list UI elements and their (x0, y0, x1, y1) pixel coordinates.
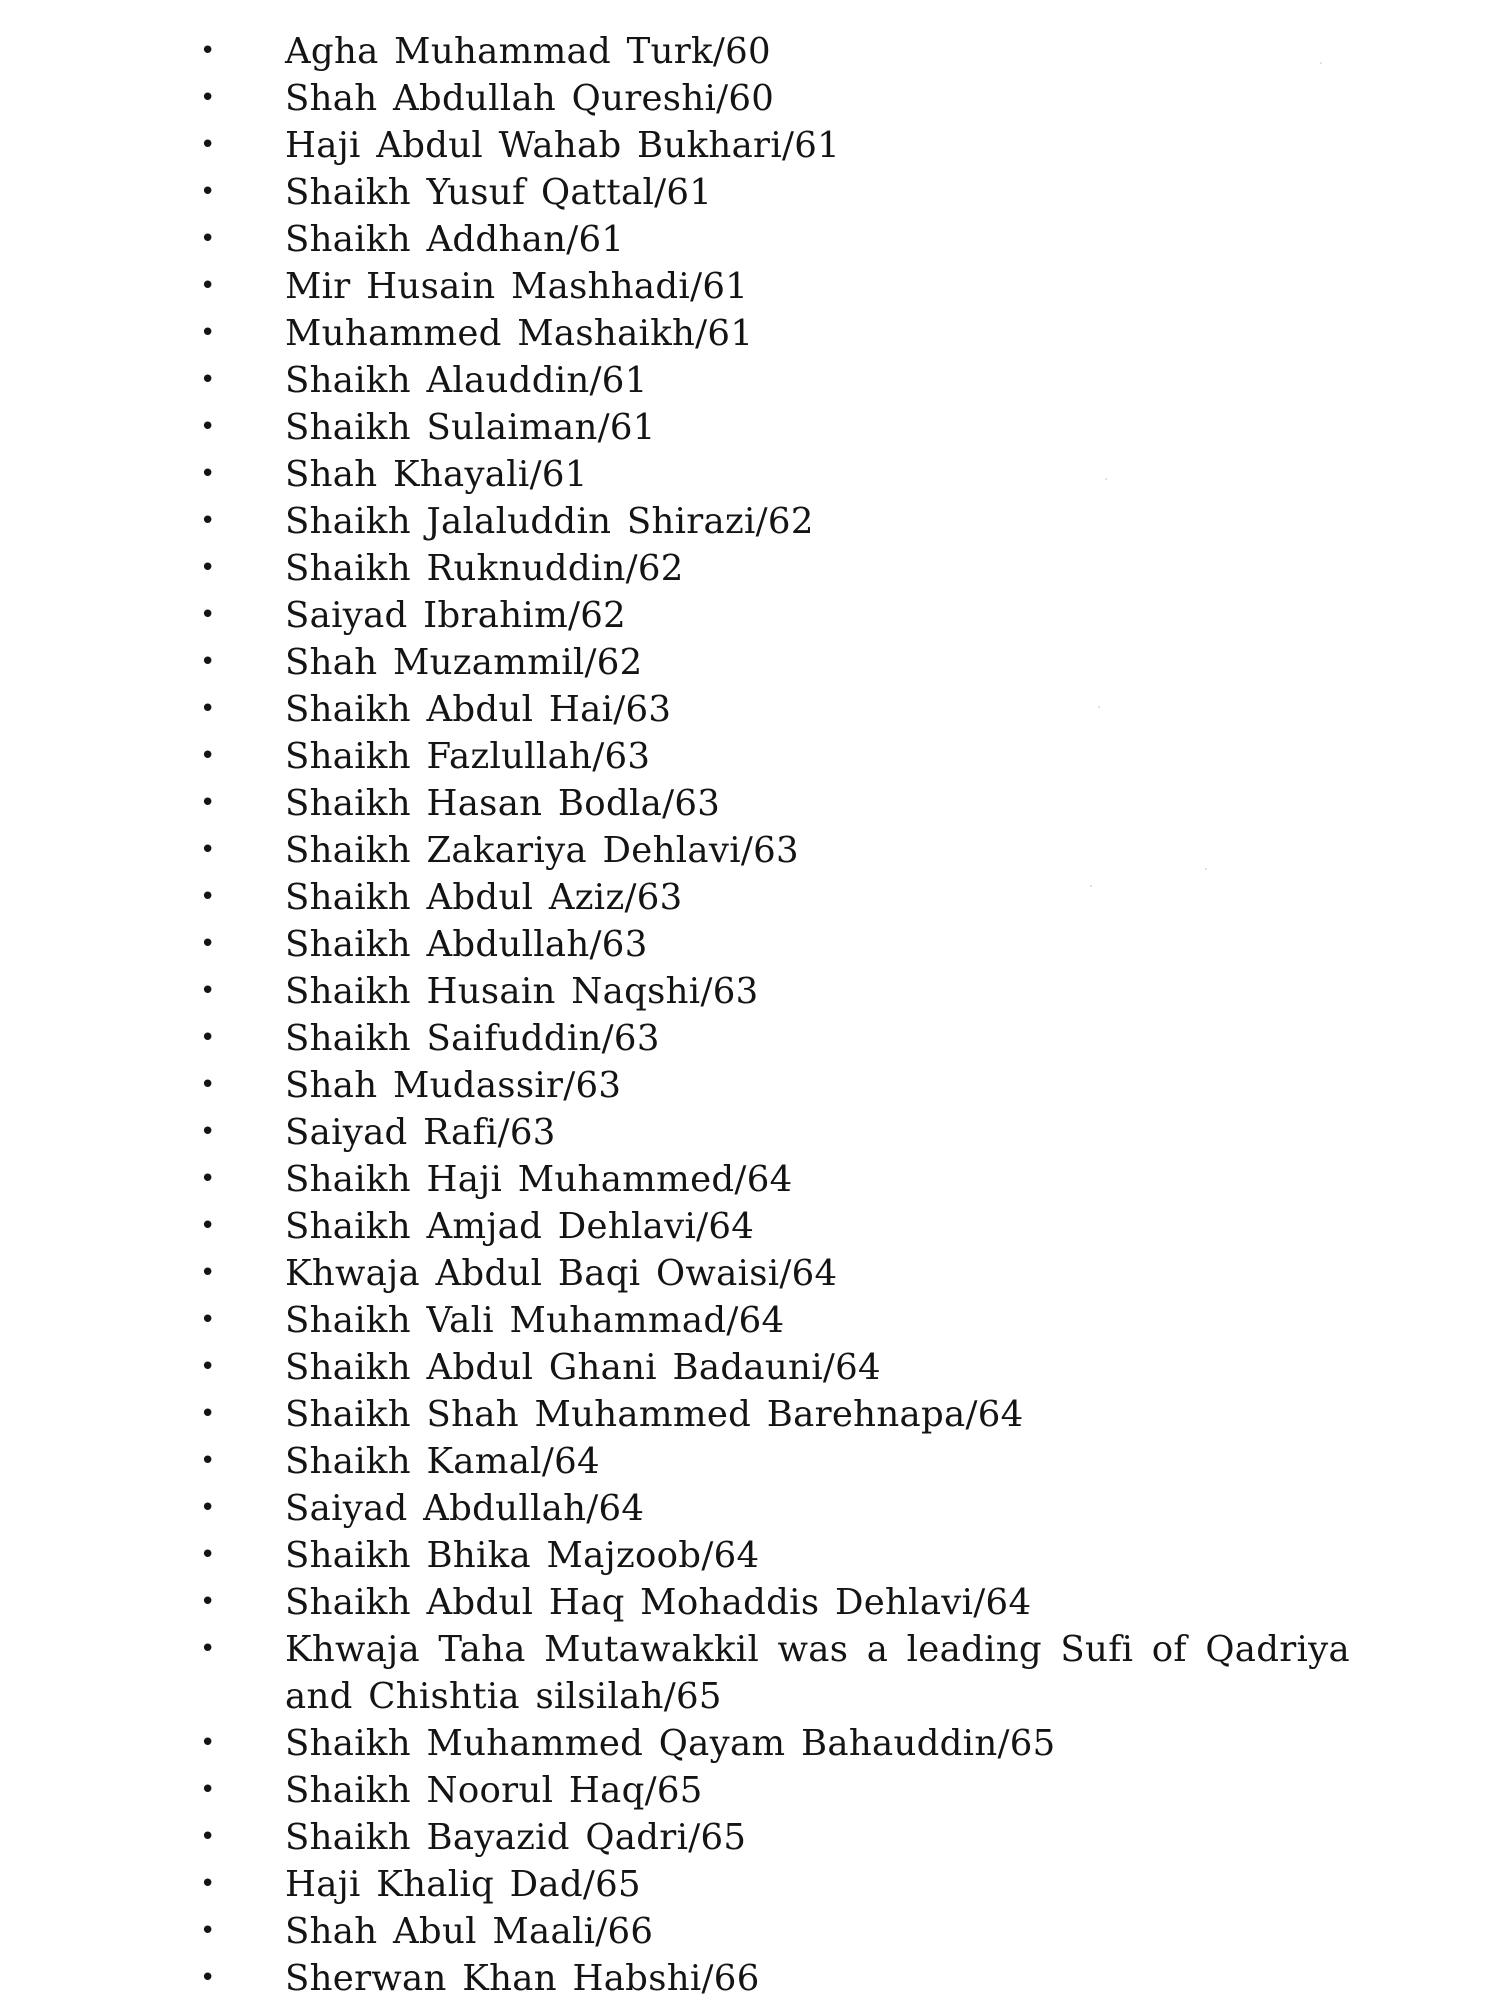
bullet-icon: • (200, 553, 216, 583)
list-item-text: Shah Abul Maali/66 (285, 1911, 654, 1952)
list-item-text: Shaikh Saifuddin/63 (285, 1018, 660, 1059)
bullet-icon: • (200, 1352, 216, 1382)
bullet-icon: • (200, 412, 216, 442)
list-item-text: Shaikh Yusuf Qattal/61 (285, 172, 713, 213)
list-item-text: Shaikh Vali Muhammad/64 (285, 1300, 785, 1341)
list-item (200, 639, 1360, 686)
list-item (200, 1015, 1360, 1062)
list-item-text: Shaikh Haji Muhammed/64 (285, 1159, 793, 1200)
list-item (200, 1250, 1360, 1297)
list-item (200, 1532, 1360, 1579)
bullet-icon: • (200, 506, 216, 536)
list-item-text: Shaikh Alauddin/61 (285, 360, 648, 401)
bullet-icon: • (200, 224, 216, 254)
list-item-text: Agha Muhammad Turk/60 (285, 31, 771, 72)
bullet-icon: • (200, 929, 216, 959)
list-item-text: Shah Mudassir/63 (285, 1065, 622, 1106)
list-item (200, 592, 1360, 639)
bullet-icon: • (200, 1211, 216, 1241)
list-item (200, 1485, 1360, 1532)
list-item (200, 1955, 1360, 2002)
list-item (200, 874, 1360, 921)
list-item-text: Mir Husain Mashhadi/61 (285, 266, 749, 307)
bullet-icon: • (200, 694, 216, 724)
list-item-text: Shaikh Muhammed Qayam Bahauddin/65 (285, 1723, 1056, 1764)
list-item (200, 1767, 1360, 1814)
bullet-icon: • (200, 365, 216, 395)
bullet-icon: • (200, 835, 216, 865)
bullet-icon: • (200, 1963, 216, 1993)
list-item (200, 827, 1360, 874)
list-item (200, 122, 1360, 169)
list-item (200, 545, 1360, 592)
list-item (200, 686, 1360, 733)
list-item-text: Saiyad Ibrahim/62 (285, 595, 627, 636)
bullet-icon: • (200, 1587, 216, 1617)
list-item (200, 1438, 1360, 1485)
list-item-text: Shaikh Addhan/61 (285, 219, 625, 260)
list-item-text: Shaikh Hasan Bodla/63 (285, 783, 721, 824)
bullet-icon: • (200, 1258, 216, 1288)
bullet-icon: • (200, 882, 216, 912)
list-item (200, 921, 1360, 968)
list-item (200, 357, 1360, 404)
bullet-icon: • (200, 1822, 216, 1852)
list-item-text: Khwaja Abdul Baqi Owaisi/64 (285, 1253, 838, 1294)
list-item-text: Shaikh Abdul Ghani Badauni/64 (285, 1347, 881, 1388)
list-item-text: Shaikh Zakariya Dehlavi/63 (285, 830, 799, 871)
bullet-icon: • (200, 1540, 216, 1570)
list-item-text: Shaikh Abdul Aziz/63 (285, 877, 683, 918)
list-item-text: Shaikh Ruknuddin/62 (285, 548, 684, 589)
bullet-list (200, 28, 1360, 2002)
scan-speck (1320, 62, 1322, 64)
list-item (200, 451, 1360, 498)
scan-speck (1098, 706, 1100, 708)
bullet-icon: • (200, 647, 216, 677)
bullet-icon: • (200, 130, 216, 160)
list-item-text: Shah Abdullah Qureshi/60 (285, 78, 775, 119)
list-item (200, 310, 1360, 357)
bullet-icon: • (200, 177, 216, 207)
list-item (200, 1109, 1360, 1156)
list-item (200, 733, 1360, 780)
list-item-text: Shaikh Abdul Haq Mohaddis Dehlavi/64 (285, 1582, 1032, 1623)
list-item (200, 1203, 1360, 1250)
list-item (200, 968, 1360, 1015)
bullet-icon: • (200, 1117, 216, 1147)
list-item-text: Shah Muzammil/62 (285, 642, 643, 683)
bullet-icon: • (200, 36, 216, 66)
list-item-text: Shaikh Bhika Majzoob/64 (285, 1535, 760, 1576)
list-item (200, 1720, 1360, 1767)
list-item (200, 404, 1360, 451)
list-item-text: Saiyad Rafi/63 (285, 1112, 556, 1153)
list-item (200, 75, 1360, 122)
scan-speck (1205, 868, 1207, 870)
list-item (200, 263, 1360, 310)
bullet-icon: • (200, 600, 216, 630)
list-item (200, 1814, 1360, 1861)
list-item (200, 28, 1360, 75)
list-item-text: Shaikh Sulaiman/61 (285, 407, 656, 448)
list-item-text: Shaikh Shah Muhammed Barehnapa/64 (285, 1394, 1024, 1435)
list-item (200, 1062, 1360, 1109)
bullet-icon: • (200, 1916, 216, 1946)
bullet-icon: • (200, 1023, 216, 1053)
list-item-text: Shaikh Abdul Hai/63 (285, 689, 672, 730)
bullet-icon: • (200, 1493, 216, 1523)
bullet-icon: • (200, 1869, 216, 1899)
list-item (200, 1861, 1360, 1908)
list-item-text: Shaikh Amjad Dehlavi/64 (285, 1206, 755, 1247)
bullet-icon: • (200, 459, 216, 489)
list-item-text: Shaikh Kamal/64 (285, 1441, 600, 1482)
list-item (200, 169, 1360, 216)
bullet-icon: • (200, 1775, 216, 1805)
bullet-icon: • (200, 271, 216, 301)
list-item-text: Haji Khaliq Dad/65 (285, 1864, 641, 1905)
bullet-icon: • (200, 1070, 216, 1100)
list-item (200, 1297, 1360, 1344)
list-item-text: Shah Khayali/61 (285, 454, 588, 495)
list-item (200, 1344, 1360, 1391)
list-item-text: Shaikh Noorul Haq/65 (285, 1770, 703, 1811)
list-item-text: Shaikh Husain Naqshi/63 (285, 971, 759, 1012)
bullet-icon: • (200, 318, 216, 348)
list-item (200, 1391, 1360, 1438)
list-item-text: Khwaja Taha Mutawakkil was a leading Sufi of Qadriya and Chishtia silsilah/65 (285, 1629, 1350, 1717)
bullet-icon: • (200, 83, 216, 113)
bullet-icon: • (200, 741, 216, 771)
list-item-text: Haji Abdul Wahab Bukhari/61 (285, 125, 841, 166)
scan-speck (1090, 885, 1092, 887)
bullet-icon: • (200, 976, 216, 1006)
scan-speck (1105, 478, 1107, 480)
bullet-icon: • (200, 1305, 216, 1335)
list-item (200, 498, 1360, 545)
bullet-icon: • (200, 1399, 216, 1429)
list-item-text: Shaikh Fazlullah/63 (285, 736, 651, 777)
list-item (200, 1579, 1360, 1626)
bullet-icon: • (200, 788, 216, 818)
list-item (200, 1626, 1360, 1720)
list-item (200, 1908, 1360, 1955)
list-item (200, 1156, 1360, 1203)
list-item (200, 216, 1360, 263)
list-item-text: Shaikh Abdullah/63 (285, 924, 648, 965)
list-item (200, 780, 1360, 827)
bullet-icon: • (200, 1728, 216, 1758)
bullet-icon: • (200, 1164, 216, 1194)
bullet-icon: • (200, 1446, 216, 1476)
list-item-text: Muhammed Mashaikh/61 (285, 313, 754, 354)
list-item-text: Sherwan Khan Habshi/66 (285, 1958, 760, 1999)
bullet-icon: • (200, 1634, 216, 1664)
list-item-text: Shaikh Bayazid Qadri/65 (285, 1817, 747, 1858)
list-item-text: Shaikh Jalaluddin Shirazi/62 (285, 501, 814, 542)
list-item-text: Saiyad Abdullah/64 (285, 1488, 645, 1529)
